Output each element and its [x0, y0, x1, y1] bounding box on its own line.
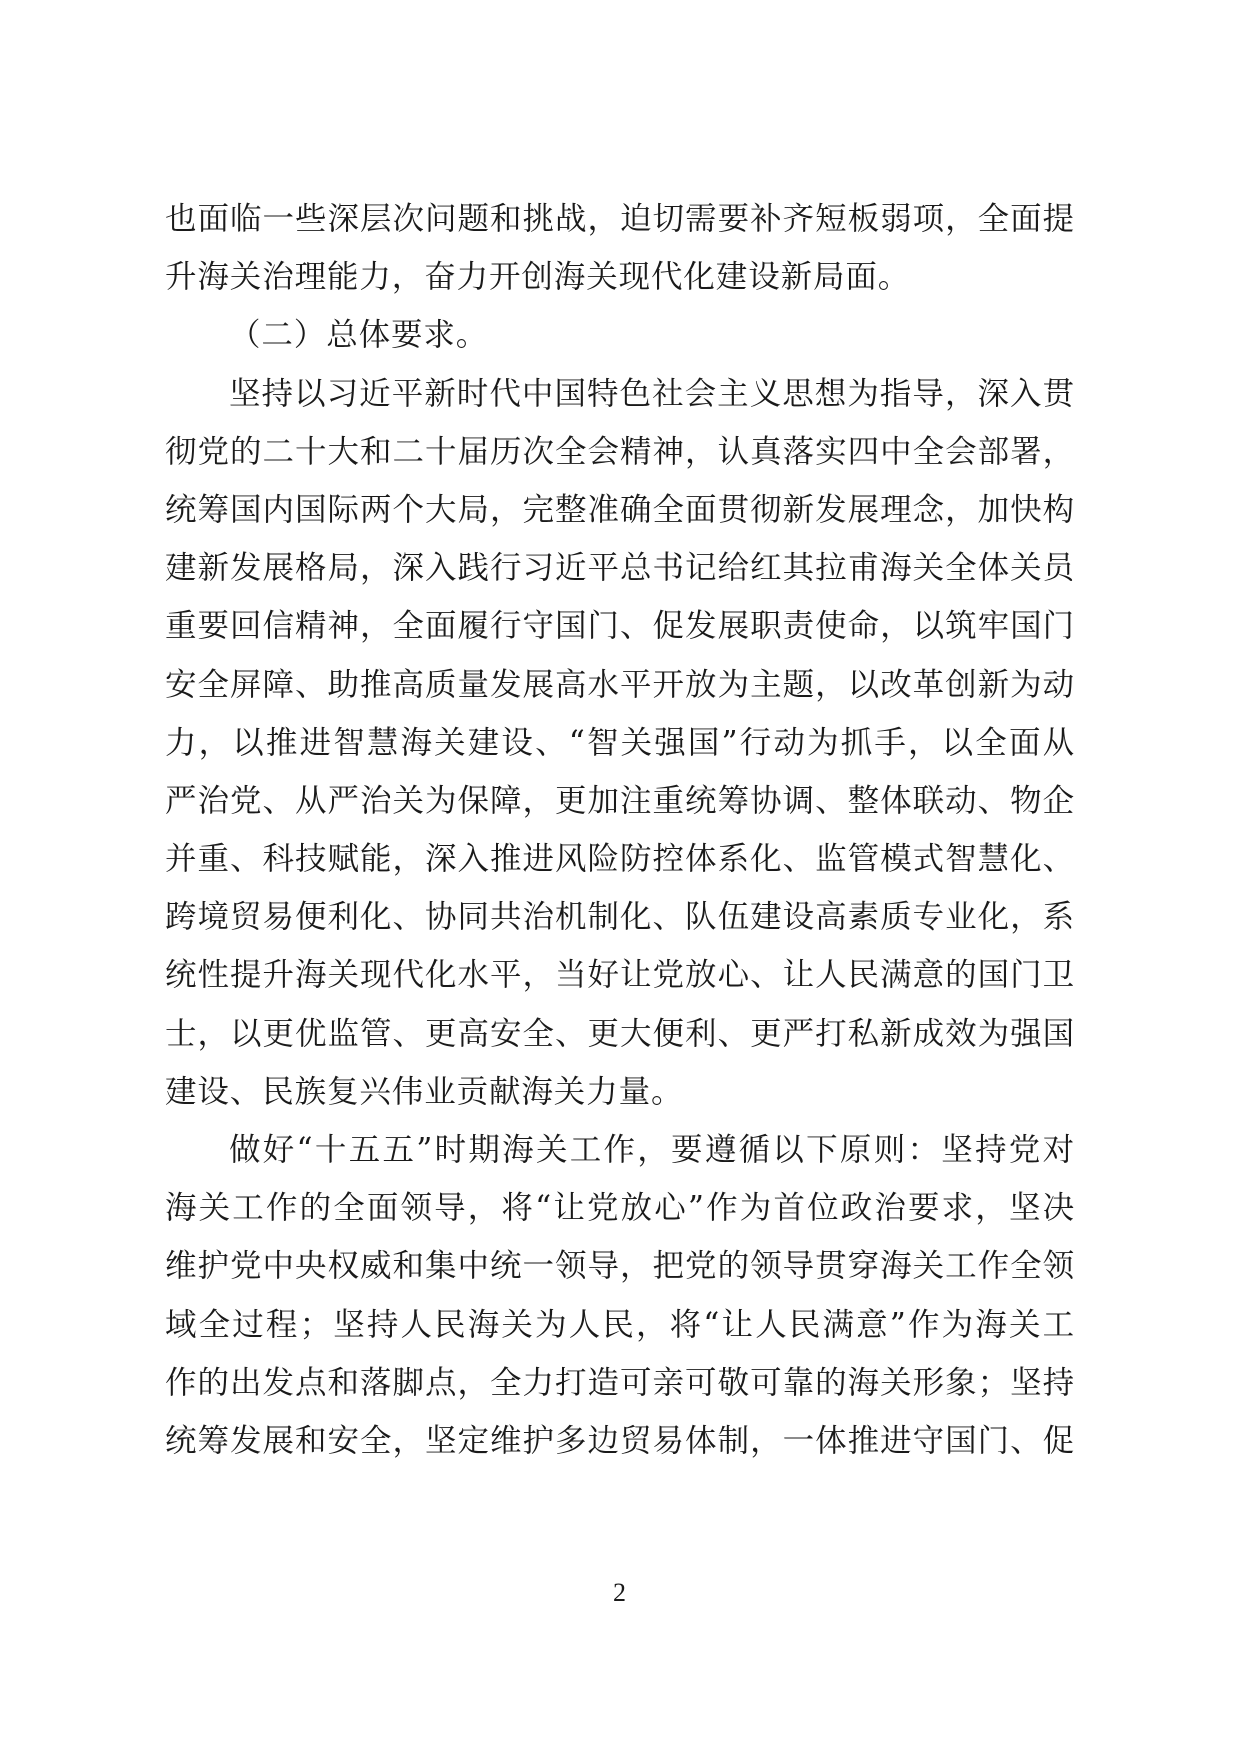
text-line: 跨境贸易便利化、协同共治机制化、队伍建设高素质专业化，系 [165, 899, 1075, 936]
section-heading: （二）总体要求。 [229, 317, 489, 354]
text-line: 海关工作的全面领导，将“让党放心”作为首位政治要求，坚决 [165, 1190, 1075, 1227]
text-line: 并重、科技赋能，深入推进风险防控体系化、监管模式智慧化、 [165, 841, 1075, 878]
paragraph-first-line: 做好“十五五”时期海关工作，要遵循以下原则：坚持党对 [229, 1132, 1075, 1168]
text-line: 维护党中央权威和集中统一领导，把党的领导贯穿海关工作全领 [165, 1248, 1075, 1285]
page-number: 2 [613, 1578, 626, 1607]
paragraph-first-line: 坚持以习近平新时代中国特色社会主义思想为指导，深入贯 [229, 375, 1075, 412]
text-line: 严治党、从严治关为保障，更加注重统筹协调、整体联动、物企 [165, 782, 1075, 819]
text-line: 统筹国内国际两个大局，完整准确全面贯彻新发展理念，加快构 [165, 491, 1075, 528]
text-line: 重要回信精神，全面履行守国门、促发展职责使命，以筑牢国门 [165, 608, 1075, 645]
text-line: 力，以推进智慧海关建设、“智关强国”行动为抓手，以全面从 [165, 724, 1075, 761]
text-line: 升海关治理能力，奋力开创海关现代化建设新局面。 [165, 259, 911, 296]
text-line: 统性提升海关现代化水平，当好让党放心、让人民满意的国门卫 [165, 957, 1075, 994]
text-line: 彻党的二十大和二十届历次全会精神，认真落实四中全会部署， [165, 433, 1075, 470]
text-line: 士，以更优监管、更高安全、更大便利、更严打私新成效为强国 [165, 1015, 1075, 1052]
text-line: 也面临一些深层次问题和挑战，迫切需要补齐短板弱项，全面提 [165, 201, 1075, 237]
text-line: 建新发展格局，深入践行习近平总书记给红其拉甫海关全体关员 [165, 550, 1075, 587]
text-line: 安全屏障、助推高质量发展高水平开放为主题，以改革创新为动 [165, 666, 1075, 703]
text-line: 作的出发点和落脚点，全力打造可亲可敬可靠的海关形象；坚持 [165, 1364, 1075, 1401]
document-body [165, 190, 1075, 1470]
text-line: 建设、民族复兴伟业贡献海关力量。 [165, 1073, 684, 1110]
text-line: 域全过程；坚持人民海关为人民，将“让人民满意”作为海关工 [165, 1306, 1075, 1343]
text-line: 统筹发展和安全，坚定维护多边贸易体制，一体推进守国门、促 [165, 1422, 1075, 1459]
